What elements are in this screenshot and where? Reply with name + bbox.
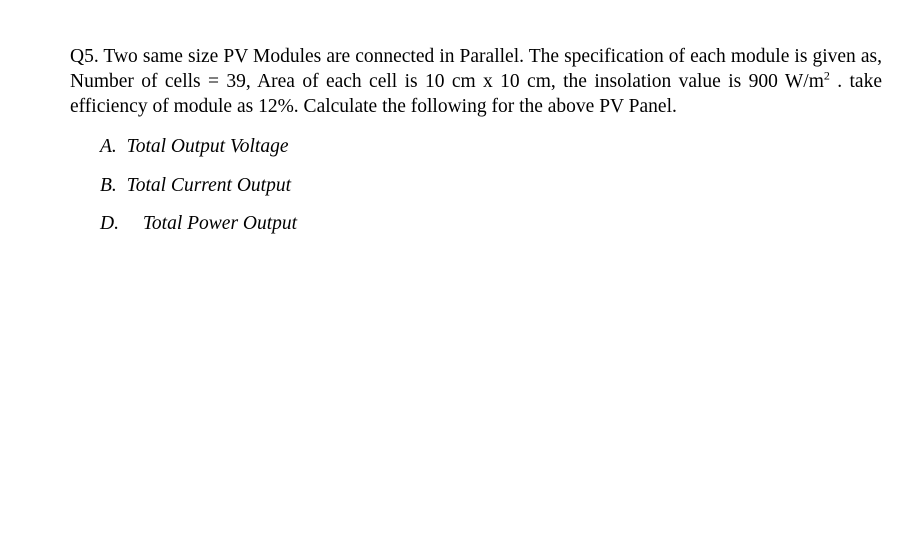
question-body: Q5. Two same size PV Modules are connected in Parallel. The specification of each module is given as, Number of cells = 39, Area of each cell is 10 cm x 10 cm, the insolation value is 900 W/m bbox=[70, 46, 882, 92]
option-a-letter: A. bbox=[100, 136, 117, 157]
option-d bbox=[100, 211, 297, 250]
superscript-exponent: 2 bbox=[823, 68, 830, 83]
option-b-text: Total Current Output bbox=[126, 174, 292, 196]
question-text bbox=[70, 44, 882, 119]
option-a-text: Total Output Voltage bbox=[126, 136, 289, 157]
option-d-letter: D. bbox=[100, 213, 119, 234]
option-b-letter: B. bbox=[100, 174, 117, 196]
option-b bbox=[100, 173, 297, 212]
question-body-continued: . take efficiency of module as 12%. Calculate the following for the above PV Panel. bbox=[70, 71, 882, 117]
option-a bbox=[100, 134, 297, 173]
answer-options-list bbox=[100, 134, 297, 250]
option-d-text: Total Power Output bbox=[142, 213, 298, 234]
